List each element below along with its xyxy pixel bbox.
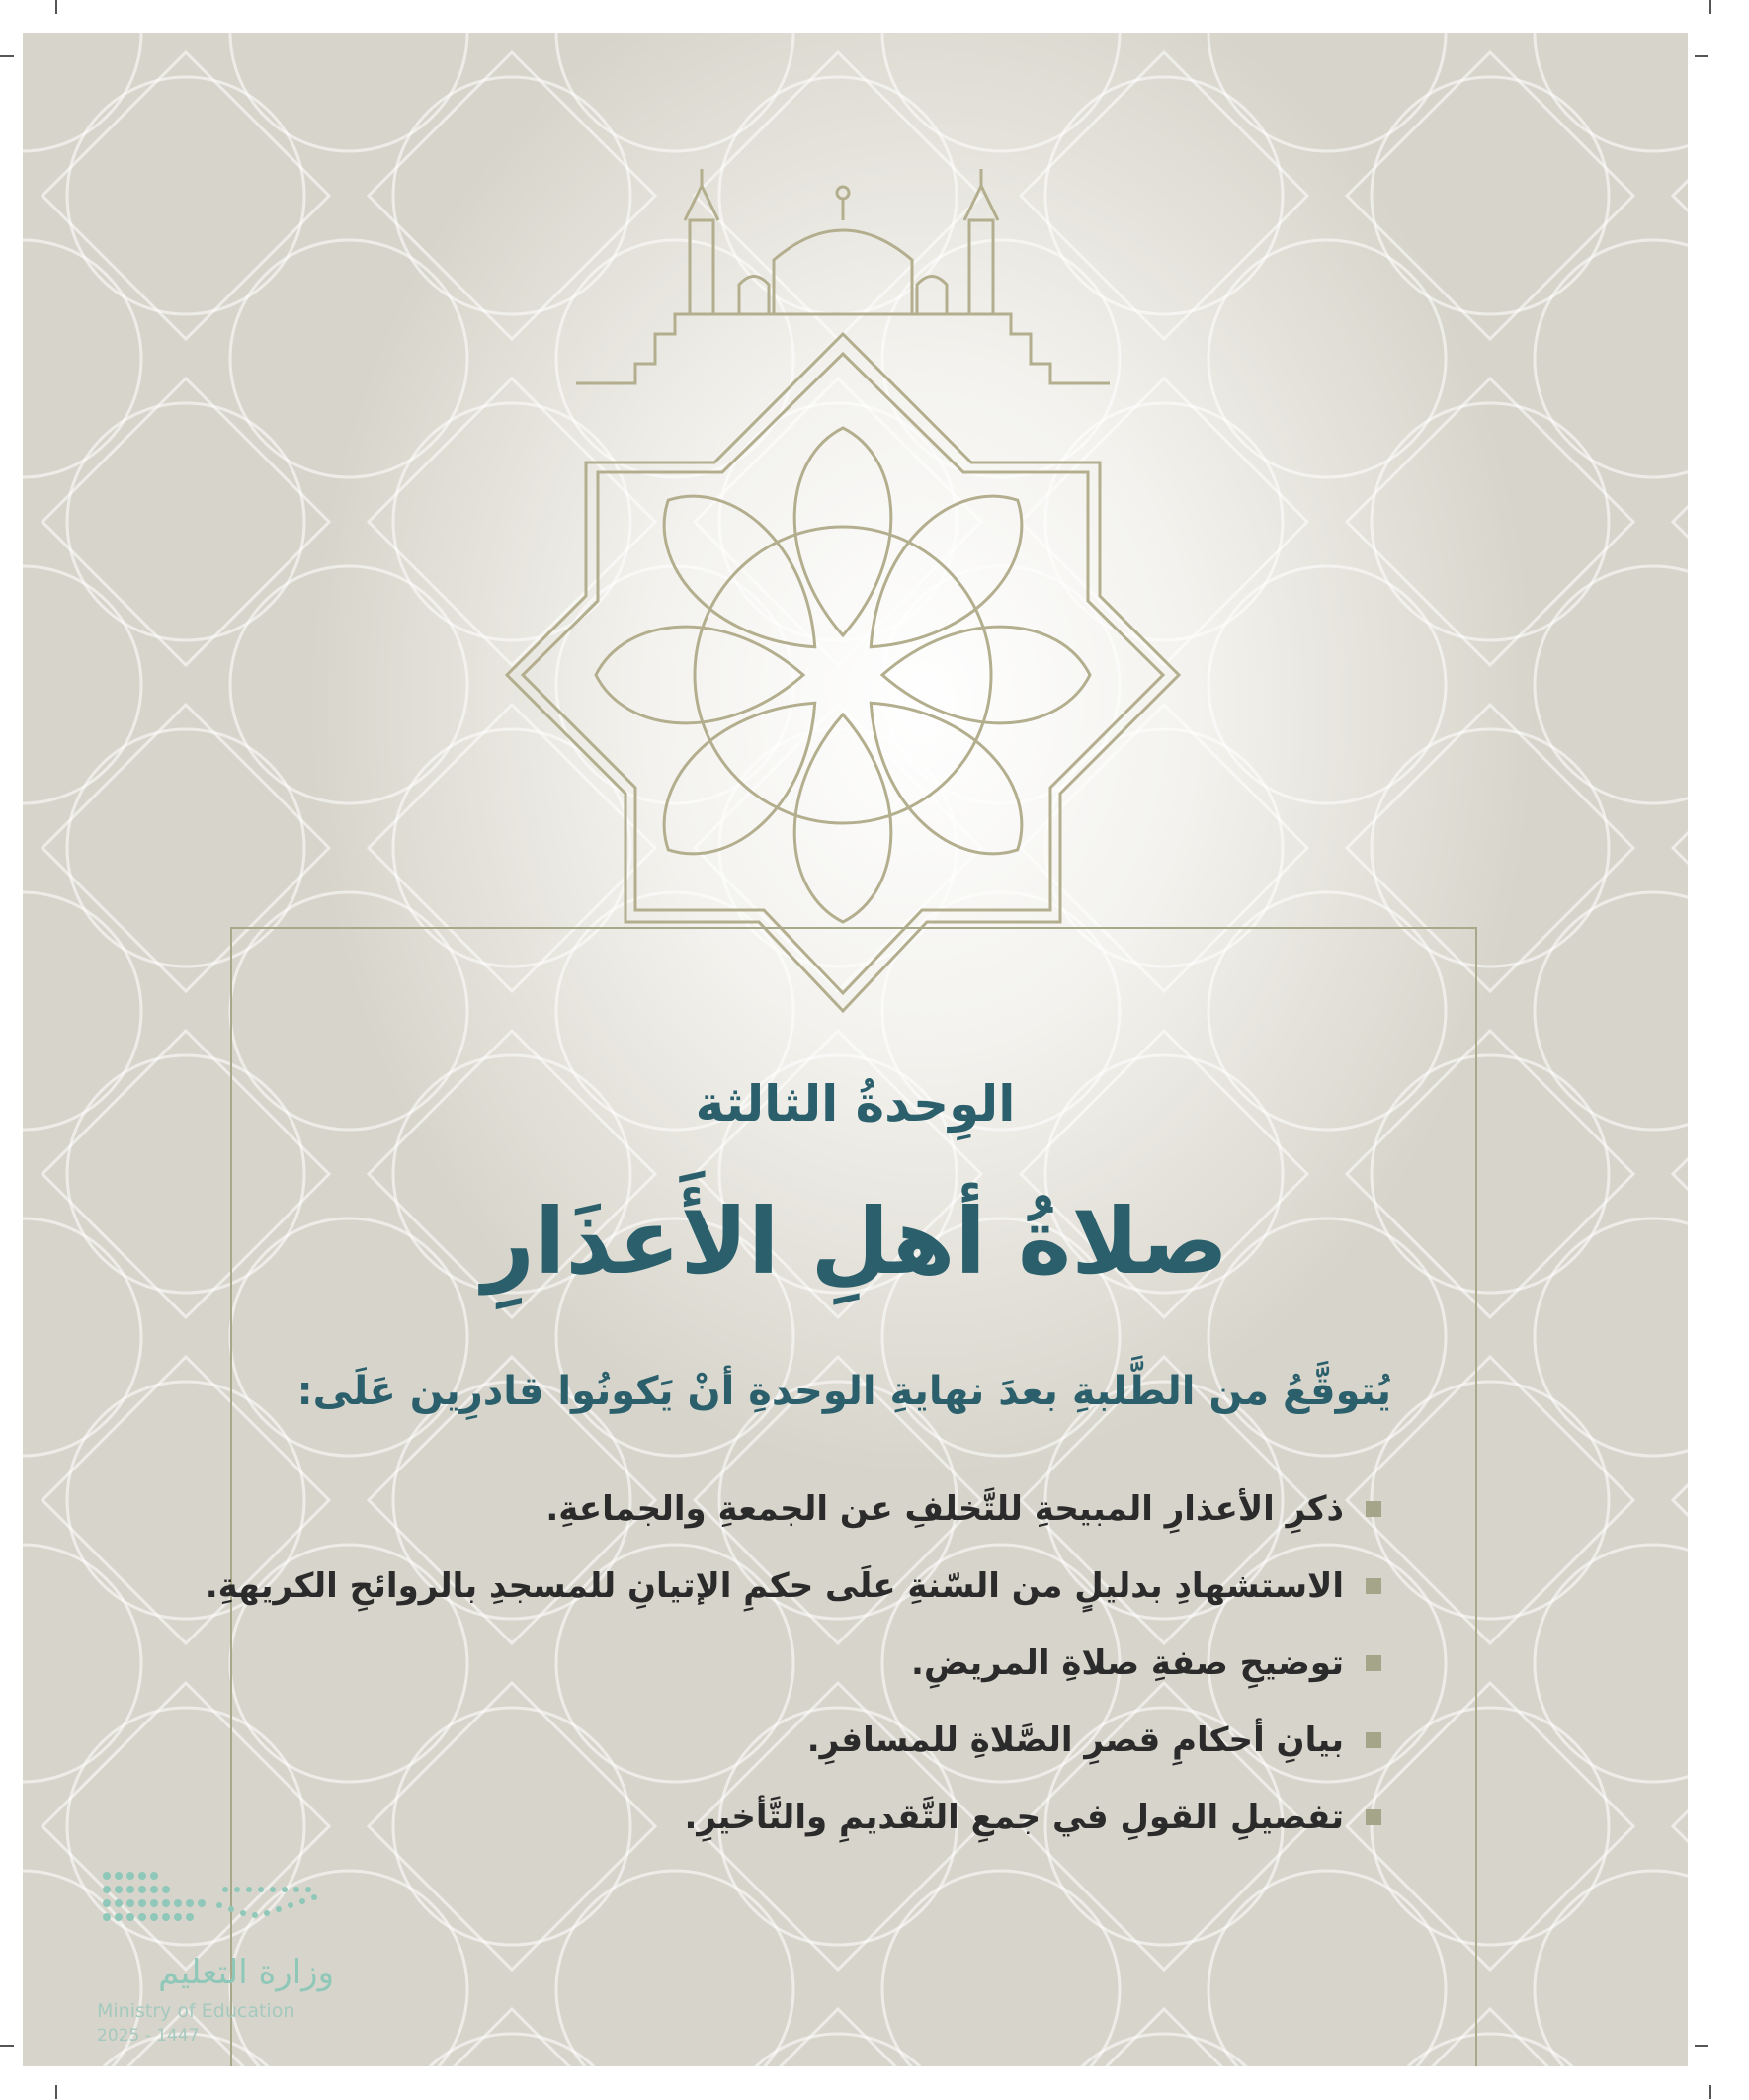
unit-title: الوِحدةُ الثالثة <box>695 1075 1016 1133</box>
crop-mark <box>1695 2045 1708 2047</box>
square-bullet-icon <box>1366 1655 1381 1671</box>
square-bullet-icon <box>1366 1578 1381 1594</box>
objective-item <box>206 1779 1381 1856</box>
page <box>23 33 1688 2066</box>
ministry-logo <box>97 1866 349 2054</box>
objectives-intro: يُتوقَّعُ من الطَّلبةِ بعدَ نهايةِ الوحدةِ أنْ يَكونُوا قادرِين عَلَى: <box>296 1369 1391 1414</box>
crop-mark <box>0 55 14 57</box>
lesson-title: صلاةُ أهلِ الأَعذَارِ <box>481 1189 1229 1295</box>
ministry-year: 2025 - 1447 <box>97 2026 200 2046</box>
crop-mark <box>55 0 57 14</box>
crop-mark <box>0 2045 14 2047</box>
objectives-list <box>206 1470 1381 1856</box>
ministry-name-en: Ministry of Education <box>97 2000 295 2022</box>
square-bullet-icon <box>1366 1809 1381 1825</box>
objective-item <box>206 1470 1381 1548</box>
ministry-dots-logo-icon <box>97 1866 349 1945</box>
square-bullet-icon <box>1366 1501 1381 1517</box>
ministry-name-ar: وزارة التعليم <box>158 1953 334 1992</box>
objective-text: تفصيلِ القولِ في جمعِ التَّقديمِ والتَّأخيرِ. <box>684 1798 1344 1837</box>
objective-item <box>206 1548 1381 1625</box>
objective-text: توضيحِ صفةِ صلاةِ المريضِ. <box>911 1643 1344 1683</box>
objective-text: ذكرِ الأعذارِ المبيحةِ للتَّخلفِ عن الجمعةِ والجماعةِ. <box>545 1489 1344 1529</box>
objective-text: الاستشهادِ بدليلٍ من السّنةِ علَى حكمِ الإتيانِ للمسجدِ بالروائحِ الكريهةِ. <box>205 1566 1344 1606</box>
objective-item <box>206 1702 1381 1779</box>
objective-item <box>206 1625 1381 1702</box>
crop-mark <box>1709 2085 1711 2099</box>
square-bullet-icon <box>1366 1732 1381 1748</box>
objective-text: بيانِ أحكامِ قصرِ الصَّلاةِ للمسافرِ. <box>806 1721 1344 1760</box>
mosque-star-ornament-icon <box>487 161 1199 1021</box>
crop-mark <box>1709 0 1711 14</box>
crop-mark <box>55 2085 57 2099</box>
crop-mark <box>1695 55 1708 57</box>
